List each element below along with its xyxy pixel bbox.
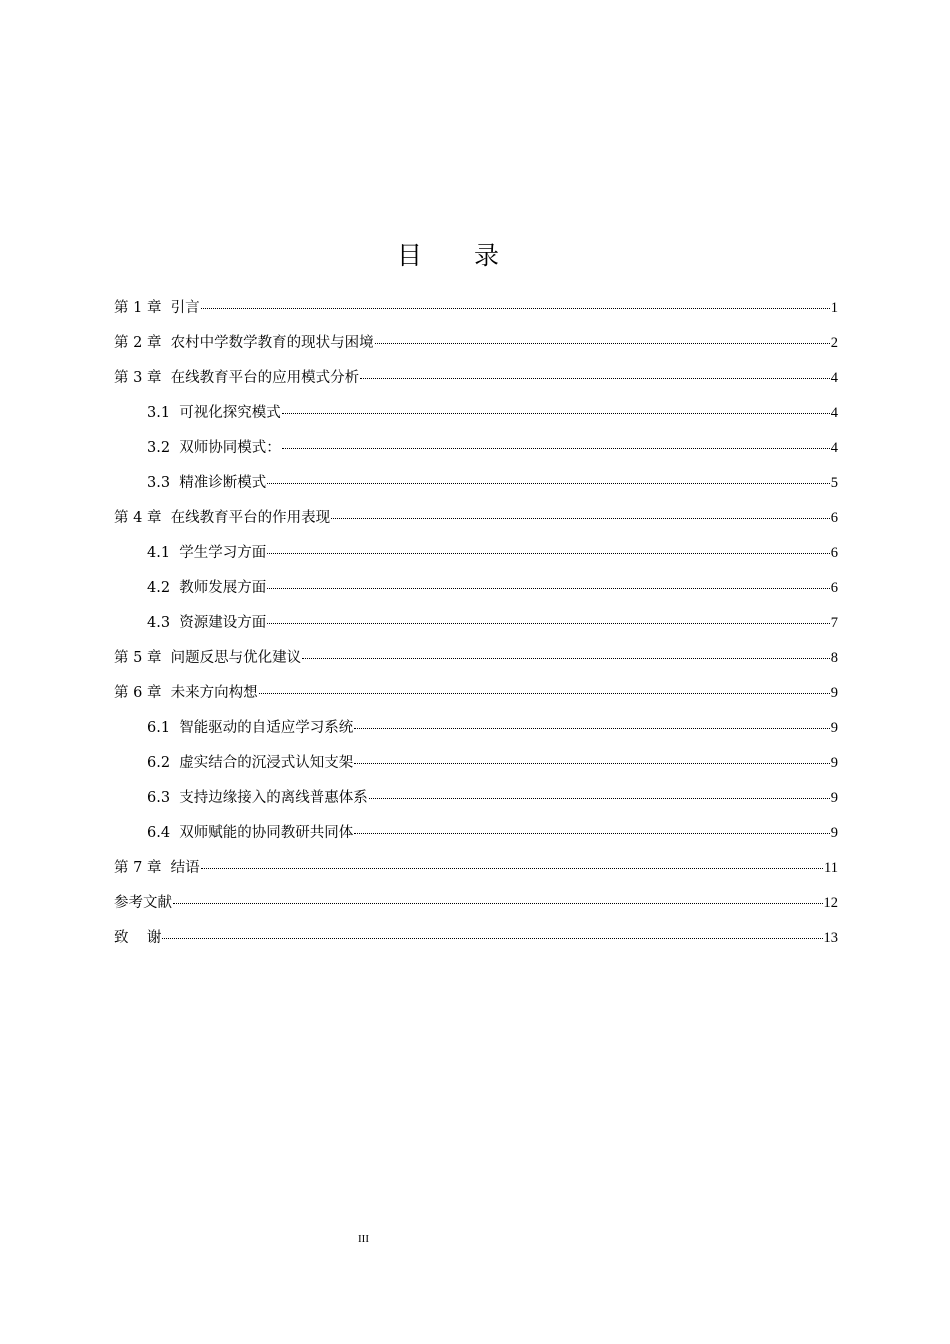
toc-subentry[interactable] — [114, 606, 838, 641]
toc-entry[interactable] — [114, 886, 838, 921]
toc-entry-page: 6 — [830, 545, 838, 561]
toc-leader-dots — [282, 413, 830, 414]
toc-entry-label: 3.3 精准诊断模式 — [147, 475, 267, 491]
toc-leader-dots — [354, 763, 829, 764]
toc-entry-label: 致 谢 — [114, 930, 162, 946]
toc-entry-page: 11 — [824, 860, 838, 876]
toc-entry-label: 4.1 学生学习方面 — [147, 545, 267, 561]
toc-leader-dots — [267, 553, 829, 554]
toc-entry-label: 第 2 章 农村中学数学教育的现状与困境 — [114, 335, 374, 351]
toc-leader-dots — [354, 833, 829, 834]
toc-entry-label: 参考文献 — [114, 895, 172, 911]
toc-leader-dots — [162, 938, 822, 939]
toc-entry[interactable] — [114, 851, 838, 886]
toc-subentry[interactable] — [114, 711, 838, 746]
toc-subentry[interactable] — [114, 781, 838, 816]
toc-entry-page: 6 — [830, 580, 838, 596]
toc-leader-dots — [369, 798, 830, 799]
toc-leader-dots — [267, 588, 829, 589]
toc-entry-label: 3.2 双师协同模式： — [147, 440, 281, 456]
toc-entry-page: 9 — [830, 790, 838, 806]
toc-leader-dots — [173, 903, 823, 904]
toc-leader-dots — [360, 378, 830, 379]
toc-entry-page: 9 — [830, 720, 838, 736]
toc-entry-page: 5 — [830, 475, 838, 491]
toc-subentry[interactable] — [114, 396, 838, 431]
toc-entry-page: 7 — [830, 615, 838, 631]
toc-entry-page: 4 — [830, 405, 838, 421]
page-number: III — [358, 1233, 369, 1245]
toc-subentry[interactable] — [114, 571, 838, 606]
toc-entry-page: 4 — [830, 370, 838, 386]
toc-entry[interactable] — [114, 641, 838, 676]
toc-entry-label: 第 1 章 引言 — [114, 300, 200, 316]
toc-entry-page: 4 — [830, 440, 838, 456]
toc-subentry[interactable] — [114, 466, 838, 501]
toc-entry[interactable] — [114, 501, 838, 536]
toc-entry-label: 第 6 章 未来方向构想 — [114, 685, 258, 701]
toc-entry[interactable] — [114, 676, 838, 711]
toc-subentry[interactable] — [114, 536, 838, 571]
toc-entry-label: 4.3 资源建设方面 — [147, 615, 267, 631]
toc-entry-page: 6 — [830, 510, 838, 526]
toc-entry-page: 2 — [830, 335, 838, 351]
toc-leader-dots — [375, 343, 830, 344]
toc-leader-dots — [331, 518, 830, 519]
toc-entry-page: 1 — [830, 300, 838, 316]
toc-subentry[interactable] — [114, 746, 838, 781]
toc-entry-page: 9 — [830, 825, 838, 841]
toc-list — [114, 291, 838, 956]
toc-leader-dots — [302, 658, 830, 659]
toc-leader-dots — [267, 483, 829, 484]
toc-entry-page: 12 — [823, 895, 838, 911]
toc-leader-dots — [201, 308, 830, 309]
toc-entry-label: 6.2 虚实结合的沉浸式认知支架 — [147, 755, 354, 771]
toc-leader-dots — [354, 728, 829, 729]
toc-entry[interactable] — [114, 921, 838, 956]
toc-title: 目 录 — [397, 241, 521, 270]
toc-entry-label: 第 5 章 问题反思与优化建议 — [114, 650, 302, 666]
toc-entry-label: 第 3 章 在线教育平台的应用模式分析 — [114, 370, 360, 386]
toc-entry-label: 6.4 双师赋能的协同教研共同体 — [147, 825, 354, 841]
toc-entry-label: 第 4 章 在线教育平台的作用表现 — [114, 510, 331, 526]
toc-subentry[interactable] — [114, 431, 838, 466]
toc-leader-dots — [259, 693, 830, 694]
toc-entry[interactable] — [114, 361, 838, 396]
toc-leader-dots — [267, 623, 829, 624]
toc-entry-label: 3.1 可视化探究模式 — [147, 405, 281, 421]
toc-entry-label: 6.3 支持边缘接入的离线普惠体系 — [147, 790, 368, 806]
toc-subentry[interactable] — [114, 816, 838, 851]
toc-entry[interactable] — [114, 326, 838, 361]
toc-entry-page: 9 — [830, 755, 838, 771]
toc-entry-label: 第 7 章 结语 — [114, 860, 200, 876]
toc-leader-dots — [201, 868, 823, 869]
toc-leader-dots — [282, 448, 830, 449]
toc-entry-label: 6.1 智能驱动的自适应学习系统 — [147, 720, 354, 736]
toc-entry-label: 4.2 教师发展方面 — [147, 580, 267, 596]
toc-entry[interactable] — [114, 291, 838, 326]
toc-entry-page: 9 — [830, 685, 838, 701]
toc-entry-page: 13 — [823, 930, 838, 946]
toc-entry-page: 8 — [830, 650, 838, 666]
